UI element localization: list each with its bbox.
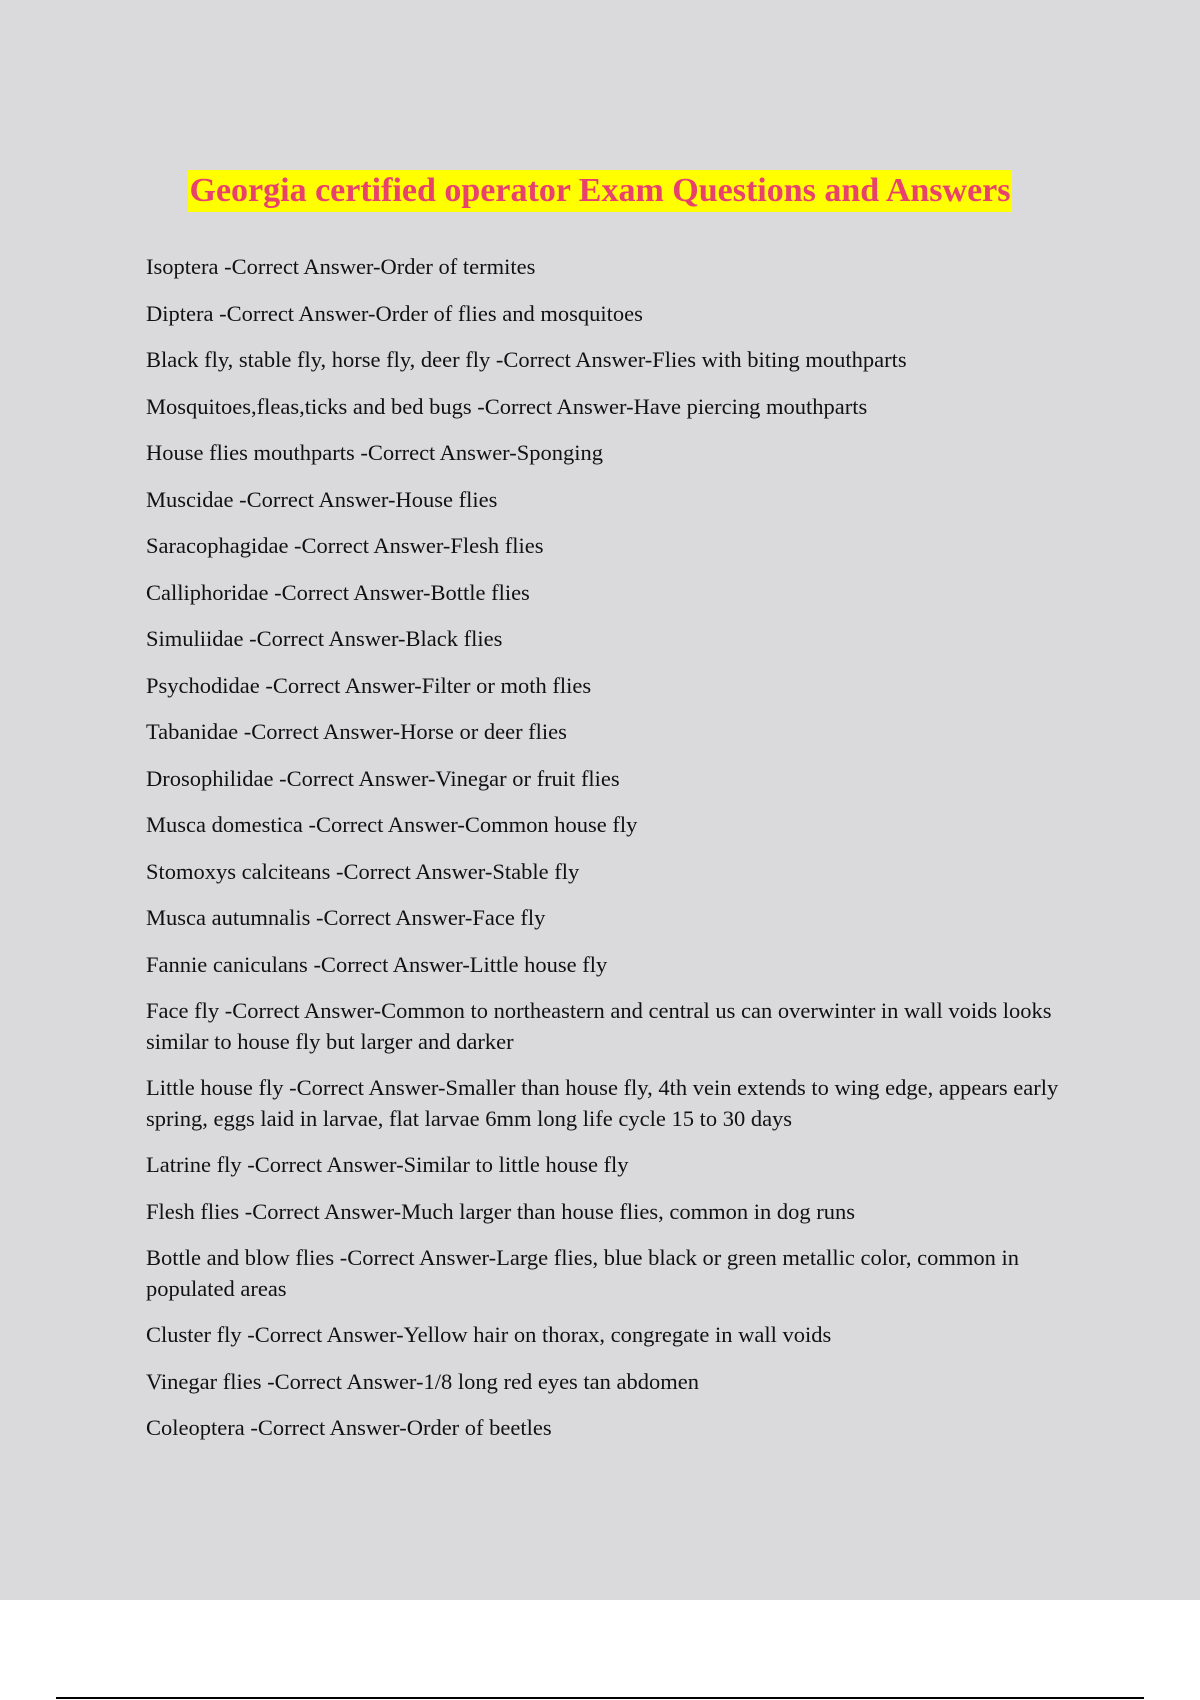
qa-item: House flies mouthparts -Correct Answer-Sponging xyxy=(146,440,603,465)
qa-item: Vinegar flies -Correct Answer-1/8 long red eyes tan abdomen xyxy=(146,1368,700,1394)
qa-item: Black fly, stable fly, horse fly, deer fly -Correct Answer-Flies with biting mouthparts xyxy=(146,347,907,372)
qa-item: Diptera -Correct Answer-Order of flies and mosquitoes xyxy=(146,300,643,326)
qa-item: Cluster fly -Correct Answer-Yellow hair on thorax, congregate in wall voids xyxy=(146,1322,832,1347)
qa-item: Drosophilidae -Correct Answer-Vinegar or fruit flies xyxy=(146,765,620,791)
document-title: Georgia certified operator Exam Questions and Answers xyxy=(188,170,1013,212)
qa-item: Face fly -Correct Answer-Common to northeastern and central us can overwinter in wall voids looks similar to house fly but larger and darker xyxy=(146,998,1052,1054)
qa-item: Psychodidae -Correct Answer-Filter or moth flies xyxy=(146,672,592,698)
qa-item: Saracophagidae -Correct Answer-Flesh flies xyxy=(146,533,544,558)
bottom-divider xyxy=(56,1697,1144,1699)
qa-item: Calliphoridae -Correct Answer-Bottle flies xyxy=(146,579,530,605)
qa-item: Simuliidae -Correct Answer-Black flies xyxy=(146,626,503,651)
qa-item: Mosquitoes,fleas,ticks and bed bugs -Correct Answer-Have piercing mouthparts xyxy=(146,393,868,419)
qa-item: Flesh flies -Correct Answer-Much larger than house flies, common in dog runs xyxy=(146,1198,855,1224)
qa-item: Musca autumnalis -Correct Answer-Face fly xyxy=(146,905,546,930)
qa-item: Fannie caniculans -Correct Answer-Little house fly xyxy=(146,951,608,977)
title-container xyxy=(0,170,1200,212)
qa-item: Latrine fly -Correct Answer-Similar to little house fly xyxy=(146,1152,629,1177)
qa-item: Musca domestica -Correct Answer-Common house fly xyxy=(146,812,638,837)
qa-item: Coleoptera -Correct Answer-Order of beetles xyxy=(146,1415,552,1440)
qa-list xyxy=(146,252,1096,1460)
qa-item: Muscidae -Correct Answer-House flies xyxy=(146,486,498,512)
qa-item: Isoptera -Correct Answer-Order of termites xyxy=(146,254,536,279)
qa-item: Stomoxys calciteans -Correct Answer-Stable fly xyxy=(146,858,580,884)
qa-item: Tabanidae -Correct Answer-Horse or deer flies xyxy=(146,719,567,744)
qa-item: Bottle and blow flies -Correct Answer-Large flies, blue black or green metallic color, common in populated areas xyxy=(146,1245,1019,1301)
qa-item: Little house fly -Correct Answer-Smaller than house fly, 4th vein extends to wing edge, appears early spring, eggs laid in larvae, flat larvae 6mm long life cycle 15 to 30 days xyxy=(146,1075,1059,1131)
